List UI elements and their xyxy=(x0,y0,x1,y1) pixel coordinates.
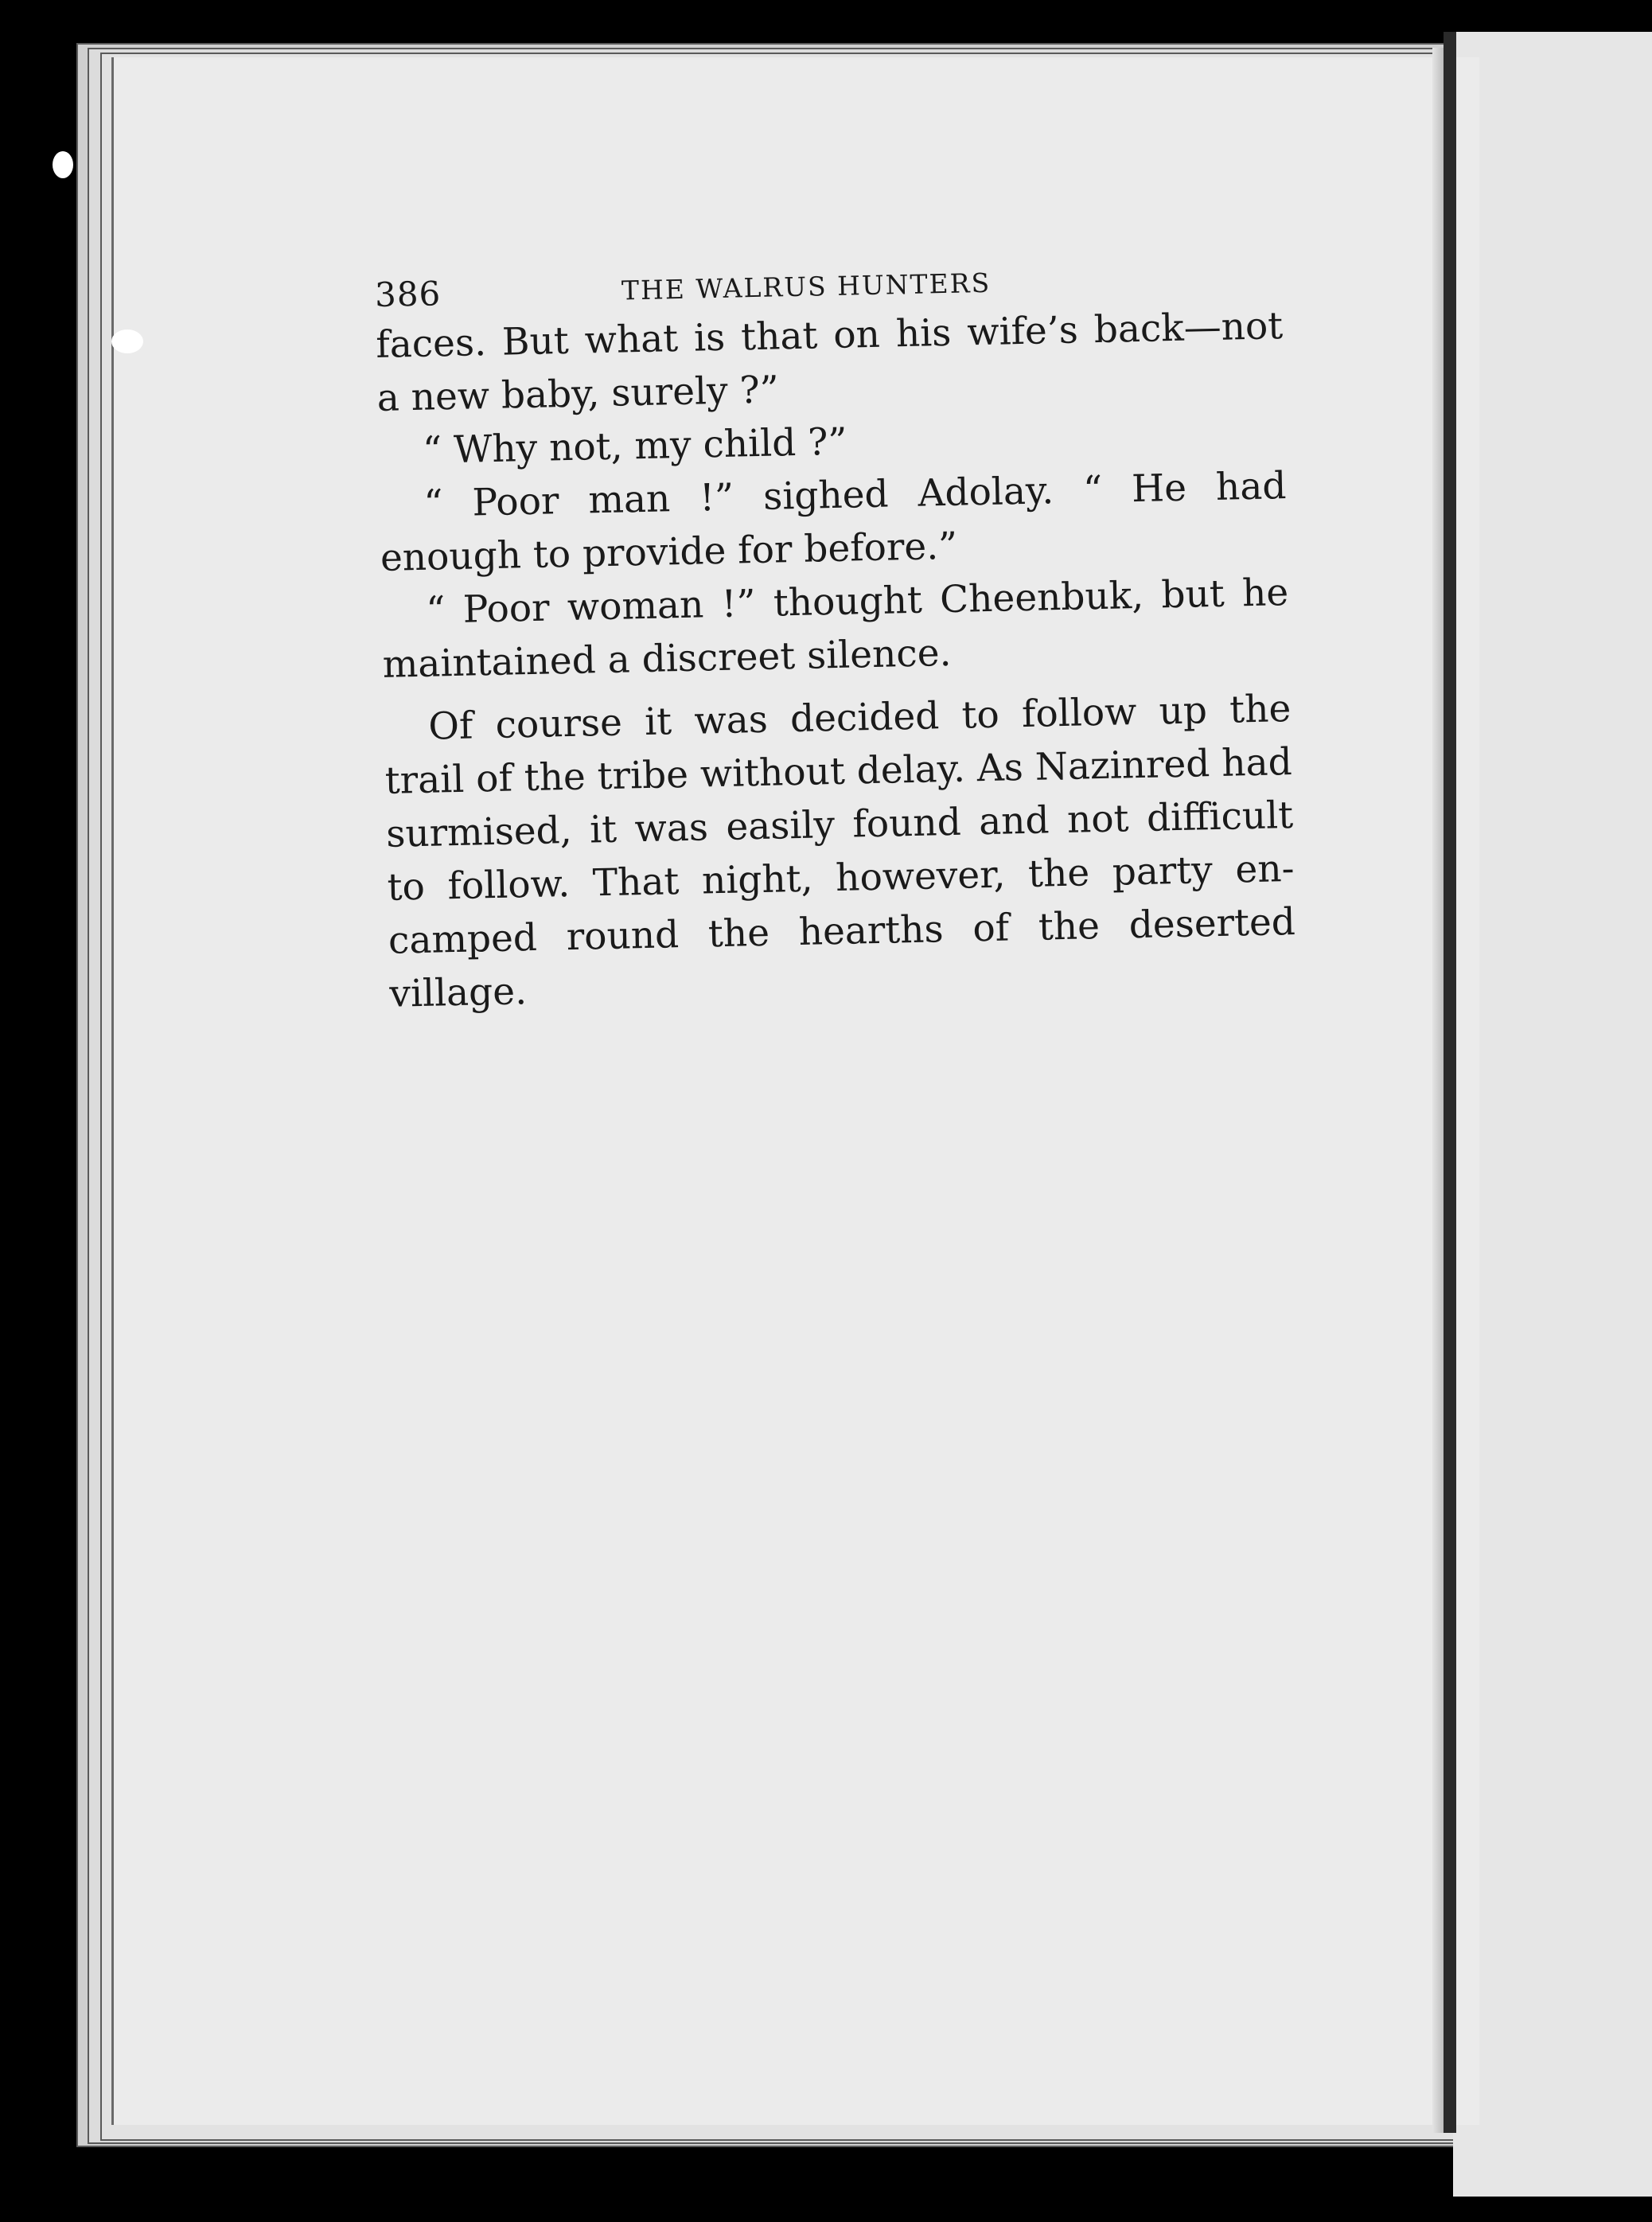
book-gutter xyxy=(1444,32,1456,2133)
paragraph: faces. But what is that on his wife’s back—not a new baby, surely ?” xyxy=(375,304,1284,420)
body-text xyxy=(376,299,1297,1021)
paragraph: Of course it was decided to follow up the trail of the tribe without delay. As Nazinred had surmised, it was easily found and not difficult to follow. That night, however, the party en-camped round the hearths of the deserted village. xyxy=(384,687,1296,1016)
gutter-shadow xyxy=(1432,48,1444,2133)
facing-page xyxy=(1453,32,1652,2197)
page-number: 386 xyxy=(374,274,442,314)
paragraph: “ Poor woman !” thought Cheenbuk, but he maintained a discreet silence. xyxy=(382,571,1289,687)
paragraph: “ Poor man !” sighed Adolay. “ He had enough to provide for before.” xyxy=(380,464,1287,580)
running-head-title: THE WALRUS HUNTERS xyxy=(621,267,992,306)
paper-speck xyxy=(111,329,143,353)
paragraph: “ Why not, my child ?” xyxy=(422,419,847,473)
page-content xyxy=(374,236,1297,1021)
paper-speck xyxy=(53,151,73,178)
